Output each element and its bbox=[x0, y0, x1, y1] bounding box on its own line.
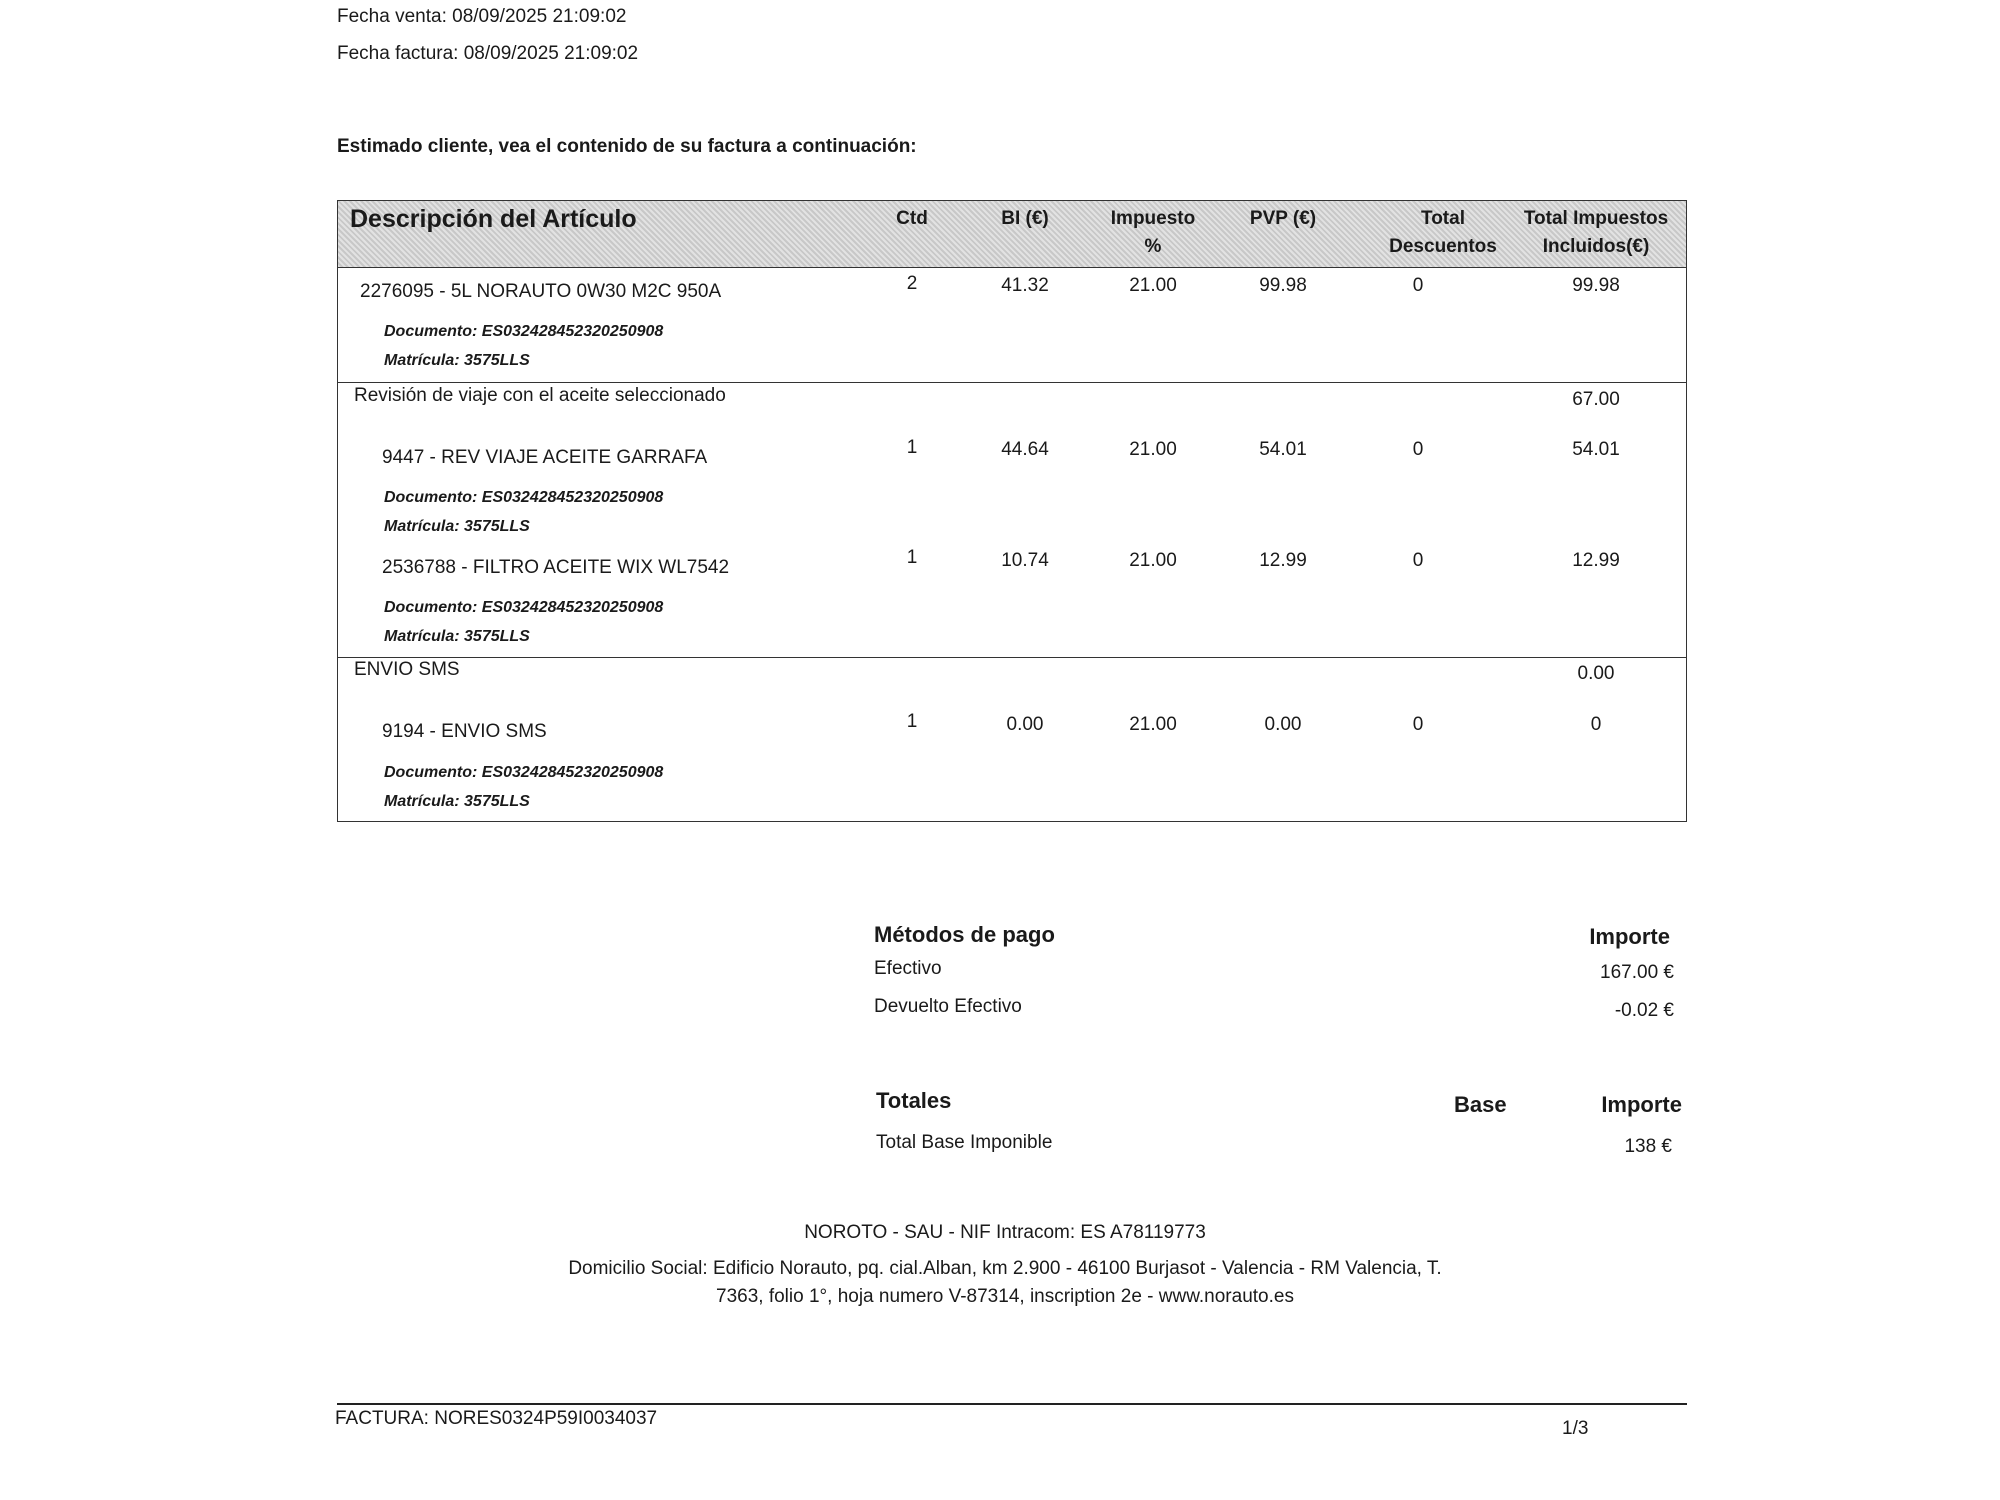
totals-base-header: Base bbox=[1454, 1092, 1507, 1117]
item-total: 0 bbox=[1590, 714, 1602, 735]
header-impuesto-pct: % bbox=[1144, 236, 1162, 257]
item-bi: 0.00 bbox=[1006, 714, 1044, 735]
item-impuesto: 21.00 bbox=[1129, 550, 1177, 571]
item-total: 12.99 bbox=[1572, 550, 1620, 571]
header-total-desc: Total bbox=[1421, 208, 1465, 229]
payment-method-amount: -0.02 € bbox=[1614, 1000, 1674, 1021]
item-documento: Documento: ES032428452320250908 bbox=[384, 323, 664, 340]
fecha-factura: Fecha factura: 08/09/2025 21:09:02 bbox=[337, 43, 639, 64]
company-line-3: 7363, folio 1°, hoja numero V-87314, inscription 2e - www.norauto.es bbox=[716, 1286, 1294, 1307]
item-total: 54.01 bbox=[1572, 439, 1620, 460]
intro-text: Estimado cliente, vea el contenido de su factura a continuación: bbox=[337, 136, 917, 157]
header-bi: BI (€) bbox=[1001, 208, 1049, 229]
row-divider bbox=[338, 657, 1686, 658]
item-impuesto: 21.00 bbox=[1129, 439, 1177, 460]
item-pvp: 99.98 bbox=[1259, 275, 1307, 296]
item-pvp: 0.00 bbox=[1264, 714, 1302, 735]
item-descuentos: 0 bbox=[1412, 275, 1424, 296]
item-ctd: 1 bbox=[906, 437, 918, 458]
item-ctd: 1 bbox=[906, 547, 918, 568]
header-descripcion: Descripción del Artículo bbox=[350, 205, 637, 233]
item-description: 2536788 - FILTRO ACEITE WIX WL7542 bbox=[382, 557, 730, 578]
page-number: 1/3 bbox=[1562, 1418, 1589, 1439]
item-matricula: Matrícula: 3575LLS bbox=[384, 518, 530, 535]
header-descuentos: Descuentos bbox=[1389, 236, 1497, 257]
company-line-2: Domicilio Social: Edificio Norauto, pq. cial.Alban, km 2.900 - 46100 Burjasot - Valencia - RM Valencia, T. bbox=[568, 1258, 1442, 1279]
item-descuentos: 0 bbox=[1412, 714, 1424, 735]
table-header bbox=[338, 201, 1686, 268]
header-pvp: PVP (€) bbox=[1249, 208, 1317, 229]
item-pvp: 54.01 bbox=[1259, 439, 1307, 460]
payment-method-label: Efectivo bbox=[874, 958, 942, 979]
payment-title: Métodos de pago bbox=[874, 922, 1055, 947]
header-total-impuestos: Total Impuestos bbox=[1523, 208, 1669, 229]
item-bi: 10.74 bbox=[1001, 550, 1049, 571]
group-total: 0.00 bbox=[1577, 663, 1615, 684]
totals-title: Totales bbox=[876, 1088, 952, 1113]
item-matricula: Matrícula: 3575LLS bbox=[384, 352, 530, 369]
item-impuesto: 21.00 bbox=[1129, 275, 1177, 296]
fecha-venta: Fecha venta: 08/09/2025 21:09:02 bbox=[337, 6, 627, 27]
item-description: 2276095 - 5L NORAUTO 0W30 M2C 950A bbox=[360, 281, 722, 302]
item-impuesto: 21.00 bbox=[1129, 714, 1177, 735]
header-ctd: Ctd bbox=[896, 208, 928, 229]
item-bi: 44.64 bbox=[1001, 439, 1049, 460]
item-matricula: Matrícula: 3575LLS bbox=[384, 793, 530, 810]
row-divider bbox=[338, 382, 1686, 383]
item-ctd: 1 bbox=[906, 711, 918, 732]
company-line-1: NOROTO - SAU - NIF Intracom: ES A78119773 bbox=[804, 1222, 1206, 1243]
header-impuesto: Impuesto bbox=[1110, 208, 1196, 229]
item-description: 9447 - REV VIAJE ACEITE GARRAFA bbox=[382, 447, 708, 468]
item-descuentos: 0 bbox=[1412, 550, 1424, 571]
header-incluidos: Incluidos(€) bbox=[1542, 236, 1650, 257]
item-matricula: Matrícula: 3575LLS bbox=[384, 628, 530, 645]
group-label: Revisión de viaje con el aceite seleccionado bbox=[354, 385, 726, 406]
payment-method-label: Devuelto Efectivo bbox=[874, 996, 1022, 1017]
totals-amount-header: Importe bbox=[1601, 1092, 1682, 1117]
item-documento: Documento: ES032428452320250908 bbox=[384, 489, 664, 506]
item-bi: 41.32 bbox=[1001, 275, 1049, 296]
item-ctd: 2 bbox=[906, 273, 918, 294]
payment-method-amount: 167.00 € bbox=[1600, 962, 1674, 983]
total-base-label: Total Base Imponible bbox=[876, 1132, 1053, 1153]
item-total: 99.98 bbox=[1572, 275, 1620, 296]
payment-amount-header: Importe bbox=[1589, 924, 1670, 949]
invoice-table bbox=[337, 200, 1687, 822]
group-label: ENVIO SMS bbox=[354, 659, 460, 680]
item-documento: Documento: ES032428452320250908 bbox=[384, 599, 664, 616]
item-descuentos: 0 bbox=[1412, 439, 1424, 460]
item-documento: Documento: ES032428452320250908 bbox=[384, 764, 664, 781]
total-base-amount: 138 € bbox=[1624, 1136, 1672, 1157]
group-total: 67.00 bbox=[1572, 389, 1620, 410]
item-pvp: 12.99 bbox=[1259, 550, 1307, 571]
footer-divider bbox=[337, 1403, 1687, 1405]
item-description: 9194 - ENVIO SMS bbox=[382, 721, 547, 742]
invoice-number: FACTURA: NORES0324P59I0034037 bbox=[335, 1408, 658, 1429]
